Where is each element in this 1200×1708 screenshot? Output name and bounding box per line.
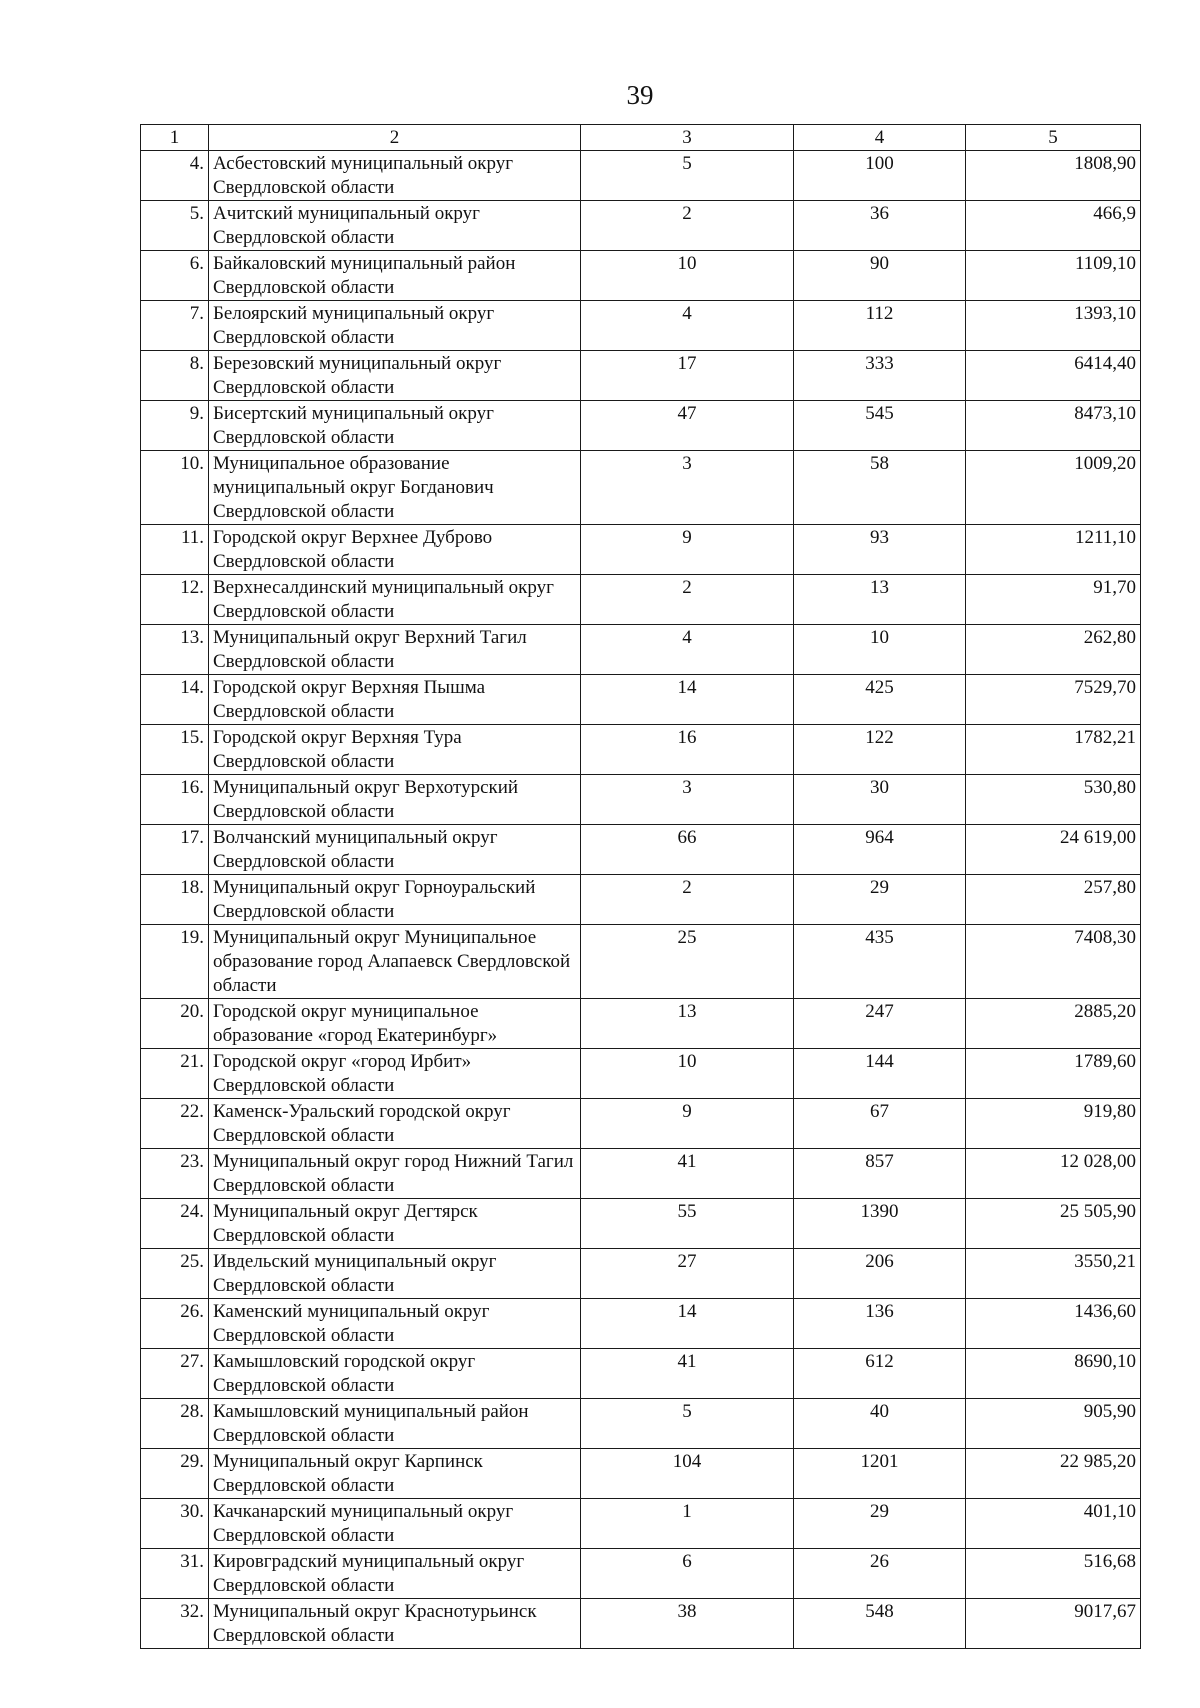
value-col3: 9 bbox=[581, 525, 794, 575]
row-number: 4. bbox=[141, 151, 209, 201]
value-col3: 5 bbox=[581, 151, 794, 201]
value-col3: 1 bbox=[581, 1499, 794, 1549]
value-col4: 136 bbox=[794, 1299, 966, 1349]
table-row bbox=[141, 575, 1141, 625]
municipality-name: Белоярский муниципальный округ Свердловской области bbox=[209, 301, 581, 351]
value-col5: 12 028,00 bbox=[966, 1149, 1141, 1199]
row-number: 18. bbox=[141, 875, 209, 925]
municipality-name: Муниципальное образование муниципальный округ Богданович Свердловской области bbox=[209, 451, 581, 525]
data-table bbox=[140, 124, 1141, 1649]
row-number: 14. bbox=[141, 675, 209, 725]
value-col4: 964 bbox=[794, 825, 966, 875]
value-col4: 206 bbox=[794, 1249, 966, 1299]
municipality-name: Качканарский муниципальный округ Свердловской области bbox=[209, 1499, 581, 1549]
table-row bbox=[141, 725, 1141, 775]
row-number: 8. bbox=[141, 351, 209, 401]
value-col3: 2 bbox=[581, 575, 794, 625]
table-row bbox=[141, 1149, 1141, 1199]
value-col5: 8473,10 bbox=[966, 401, 1141, 451]
header-cell: 1 bbox=[141, 125, 209, 151]
row-number: 10. bbox=[141, 451, 209, 525]
value-col4: 247 bbox=[794, 999, 966, 1049]
row-number: 11. bbox=[141, 525, 209, 575]
table-row bbox=[141, 401, 1141, 451]
value-col4: 1201 bbox=[794, 1449, 966, 1499]
value-col3: 9 bbox=[581, 1099, 794, 1149]
table-row bbox=[141, 1549, 1141, 1599]
municipality-name: Камышловский городской округ Свердловской области bbox=[209, 1349, 581, 1399]
value-col3: 5 bbox=[581, 1399, 794, 1449]
value-col3: 10 bbox=[581, 1049, 794, 1099]
value-col5: 9017,67 bbox=[966, 1599, 1141, 1649]
value-col5: 1782,21 bbox=[966, 725, 1141, 775]
row-number: 20. bbox=[141, 999, 209, 1049]
value-col5: 7408,30 bbox=[966, 925, 1141, 999]
table-row bbox=[141, 525, 1141, 575]
value-col3: 14 bbox=[581, 675, 794, 725]
value-col3: 104 bbox=[581, 1449, 794, 1499]
table-row bbox=[141, 351, 1141, 401]
value-col3: 25 bbox=[581, 925, 794, 999]
table-row bbox=[141, 925, 1141, 999]
value-col4: 857 bbox=[794, 1149, 966, 1199]
value-col3: 41 bbox=[581, 1349, 794, 1399]
municipality-name: Городской округ «город Ирбит» Свердловской области bbox=[209, 1049, 581, 1099]
value-col3: 3 bbox=[581, 451, 794, 525]
municipality-name: Городской округ муниципальное образование «город Екатеринбург» bbox=[209, 999, 581, 1049]
municipality-name: Муниципальный округ Дегтярск Свердловской области bbox=[209, 1199, 581, 1249]
municipality-name: Байкаловский муниципальный район Свердловской области bbox=[209, 251, 581, 301]
row-number: 21. bbox=[141, 1049, 209, 1099]
row-number: 6. bbox=[141, 251, 209, 301]
row-number: 13. bbox=[141, 625, 209, 675]
value-col3: 41 bbox=[581, 1149, 794, 1199]
value-col5: 466,9 bbox=[966, 201, 1141, 251]
value-col3: 4 bbox=[581, 625, 794, 675]
value-col4: 29 bbox=[794, 1499, 966, 1549]
row-number: 31. bbox=[141, 1549, 209, 1599]
header-cell: 5 bbox=[966, 125, 1141, 151]
value-col4: 333 bbox=[794, 351, 966, 401]
table-row bbox=[141, 1049, 1141, 1099]
table-row bbox=[141, 825, 1141, 875]
value-col5: 919,80 bbox=[966, 1099, 1141, 1149]
value-col4: 1390 bbox=[794, 1199, 966, 1249]
value-col3: 16 bbox=[581, 725, 794, 775]
table-row bbox=[141, 1199, 1141, 1249]
header-cell: 3 bbox=[581, 125, 794, 151]
table-row bbox=[141, 301, 1141, 351]
value-col3: 14 bbox=[581, 1299, 794, 1349]
value-col5: 1009,20 bbox=[966, 451, 1141, 525]
value-col3: 55 bbox=[581, 1199, 794, 1249]
municipality-name: Муниципальный округ Верхотурский Свердловской области bbox=[209, 775, 581, 825]
value-col4: 435 bbox=[794, 925, 966, 999]
value-col5: 905,90 bbox=[966, 1399, 1141, 1449]
table-row bbox=[141, 1349, 1141, 1399]
value-col5: 257,80 bbox=[966, 875, 1141, 925]
table-row bbox=[141, 201, 1141, 251]
row-number: 28. bbox=[141, 1399, 209, 1449]
value-col5: 24 619,00 bbox=[966, 825, 1141, 875]
table-row bbox=[141, 875, 1141, 925]
value-col3: 17 bbox=[581, 351, 794, 401]
municipality-name: Бисертский муниципальный округ Свердловской области bbox=[209, 401, 581, 451]
value-col4: 93 bbox=[794, 525, 966, 575]
value-col3: 4 bbox=[581, 301, 794, 351]
table-row bbox=[141, 675, 1141, 725]
value-col5: 262,80 bbox=[966, 625, 1141, 675]
value-col3: 10 bbox=[581, 251, 794, 301]
value-col5: 22 985,20 bbox=[966, 1449, 1141, 1499]
municipality-name: Каменский муниципальный округ Свердловской области bbox=[209, 1299, 581, 1349]
value-col4: 548 bbox=[794, 1599, 966, 1649]
municipality-name: Волчанский муниципальный округ Свердловской области bbox=[209, 825, 581, 875]
value-col5: 3550,21 bbox=[966, 1249, 1141, 1299]
row-number: 16. bbox=[141, 775, 209, 825]
municipality-name: Камышловский муниципальный район Свердловской области bbox=[209, 1399, 581, 1449]
value-col3: 13 bbox=[581, 999, 794, 1049]
value-col5: 2885,20 bbox=[966, 999, 1141, 1049]
value-col3: 3 bbox=[581, 775, 794, 825]
value-col5: 1789,60 bbox=[966, 1049, 1141, 1099]
municipality-name: Ачитский муниципальный округ Свердловской области bbox=[209, 201, 581, 251]
row-number: 22. bbox=[141, 1099, 209, 1149]
municipality-name: Муниципальный округ Краснотурьинск Свердловской области bbox=[209, 1599, 581, 1649]
municipality-name: Городской округ Верхнее Дуброво Свердловской области bbox=[209, 525, 581, 575]
table-row bbox=[141, 151, 1141, 201]
value-col5: 530,80 bbox=[966, 775, 1141, 825]
value-col4: 10 bbox=[794, 625, 966, 675]
row-number: 5. bbox=[141, 201, 209, 251]
value-col3: 2 bbox=[581, 201, 794, 251]
row-number: 12. bbox=[141, 575, 209, 625]
value-col3: 6 bbox=[581, 1549, 794, 1599]
table-row bbox=[141, 1299, 1141, 1349]
header-row bbox=[141, 125, 1141, 151]
row-number: 19. bbox=[141, 925, 209, 999]
value-col4: 36 bbox=[794, 201, 966, 251]
table-row bbox=[141, 1449, 1141, 1499]
row-number: 15. bbox=[141, 725, 209, 775]
value-col4: 144 bbox=[794, 1049, 966, 1099]
row-number: 25. bbox=[141, 1249, 209, 1299]
municipality-name: Муниципальный округ Карпинск Свердловской области bbox=[209, 1449, 581, 1499]
value-col4: 58 bbox=[794, 451, 966, 525]
value-col4: 29 bbox=[794, 875, 966, 925]
municipality-name: Кировградский муниципальный округ Свердловской области bbox=[209, 1549, 581, 1599]
value-col3: 66 bbox=[581, 825, 794, 875]
municipality-name: Березовский муниципальный округ Свердловской области bbox=[209, 351, 581, 401]
value-col5: 7529,70 bbox=[966, 675, 1141, 725]
table-row bbox=[141, 775, 1141, 825]
value-col5: 8690,10 bbox=[966, 1349, 1141, 1399]
municipality-name: Верхнесалдинский муниципальный округ Свердловской области bbox=[209, 575, 581, 625]
municipality-name: Каменск-Уральский городской округ Свердловской области bbox=[209, 1099, 581, 1149]
table-row bbox=[141, 451, 1141, 525]
municipality-name: Муниципальный округ город Нижний Тагил Свердловской области bbox=[209, 1149, 581, 1199]
value-col3: 47 bbox=[581, 401, 794, 451]
value-col5: 1808,90 bbox=[966, 151, 1141, 201]
value-col4: 13 bbox=[794, 575, 966, 625]
row-number: 24. bbox=[141, 1199, 209, 1249]
table-row bbox=[141, 251, 1141, 301]
value-col5: 1436,60 bbox=[966, 1299, 1141, 1349]
table-row bbox=[141, 1499, 1141, 1549]
value-col4: 425 bbox=[794, 675, 966, 725]
municipality-name: Муниципальный округ Верхний Тагил Свердловской области bbox=[209, 625, 581, 675]
value-col4: 112 bbox=[794, 301, 966, 351]
municipality-name: Асбестовский муниципальный округ Свердловской области bbox=[209, 151, 581, 201]
row-number: 32. bbox=[141, 1599, 209, 1649]
municipality-name: Муниципальный округ Муниципальное образование город Алапаевск Свердловской области bbox=[209, 925, 581, 999]
municipality-name: Ивдельский муниципальный округ Свердловской области bbox=[209, 1249, 581, 1299]
value-col4: 100 bbox=[794, 151, 966, 201]
table-row bbox=[141, 1099, 1141, 1149]
value-col5: 1109,10 bbox=[966, 251, 1141, 301]
table-row bbox=[141, 1399, 1141, 1449]
header-cell: 2 bbox=[209, 125, 581, 151]
header-cell: 4 bbox=[794, 125, 966, 151]
table-row bbox=[141, 999, 1141, 1049]
page-number: 39 bbox=[626, 80, 654, 110]
value-col5: 91,70 bbox=[966, 575, 1141, 625]
table-row bbox=[141, 1599, 1141, 1649]
value-col4: 40 bbox=[794, 1399, 966, 1449]
row-number: 29. bbox=[141, 1449, 209, 1499]
row-number: 30. bbox=[141, 1499, 209, 1549]
municipality-name: Городской округ Верхняя Пышма Свердловской области bbox=[209, 675, 581, 725]
table-row bbox=[141, 625, 1141, 675]
value-col5: 1393,10 bbox=[966, 301, 1141, 351]
row-number: 27. bbox=[141, 1349, 209, 1399]
value-col3: 27 bbox=[581, 1249, 794, 1299]
row-number: 23. bbox=[141, 1149, 209, 1199]
value-col5: 6414,40 bbox=[966, 351, 1141, 401]
value-col4: 90 bbox=[794, 251, 966, 301]
value-col5: 516,68 bbox=[966, 1549, 1141, 1599]
row-number: 9. bbox=[141, 401, 209, 451]
value-col3: 2 bbox=[581, 875, 794, 925]
value-col5: 1211,10 bbox=[966, 525, 1141, 575]
row-number: 17. bbox=[141, 825, 209, 875]
value-col4: 612 bbox=[794, 1349, 966, 1399]
value-col4: 545 bbox=[794, 401, 966, 451]
value-col4: 26 bbox=[794, 1549, 966, 1599]
row-number: 7. bbox=[141, 301, 209, 351]
value-col4: 30 bbox=[794, 775, 966, 825]
value-col4: 67 bbox=[794, 1099, 966, 1149]
municipality-name: Городской округ Верхняя Тура Свердловской области bbox=[209, 725, 581, 775]
municipality-name: Муниципальный округ Горноуральский Свердловской области bbox=[209, 875, 581, 925]
value-col3: 38 bbox=[581, 1599, 794, 1649]
value-col4: 122 bbox=[794, 725, 966, 775]
value-col5: 401,10 bbox=[966, 1499, 1141, 1549]
table-row bbox=[141, 1249, 1141, 1299]
value-col5: 25 505,90 bbox=[966, 1199, 1141, 1249]
row-number: 26. bbox=[141, 1299, 209, 1349]
